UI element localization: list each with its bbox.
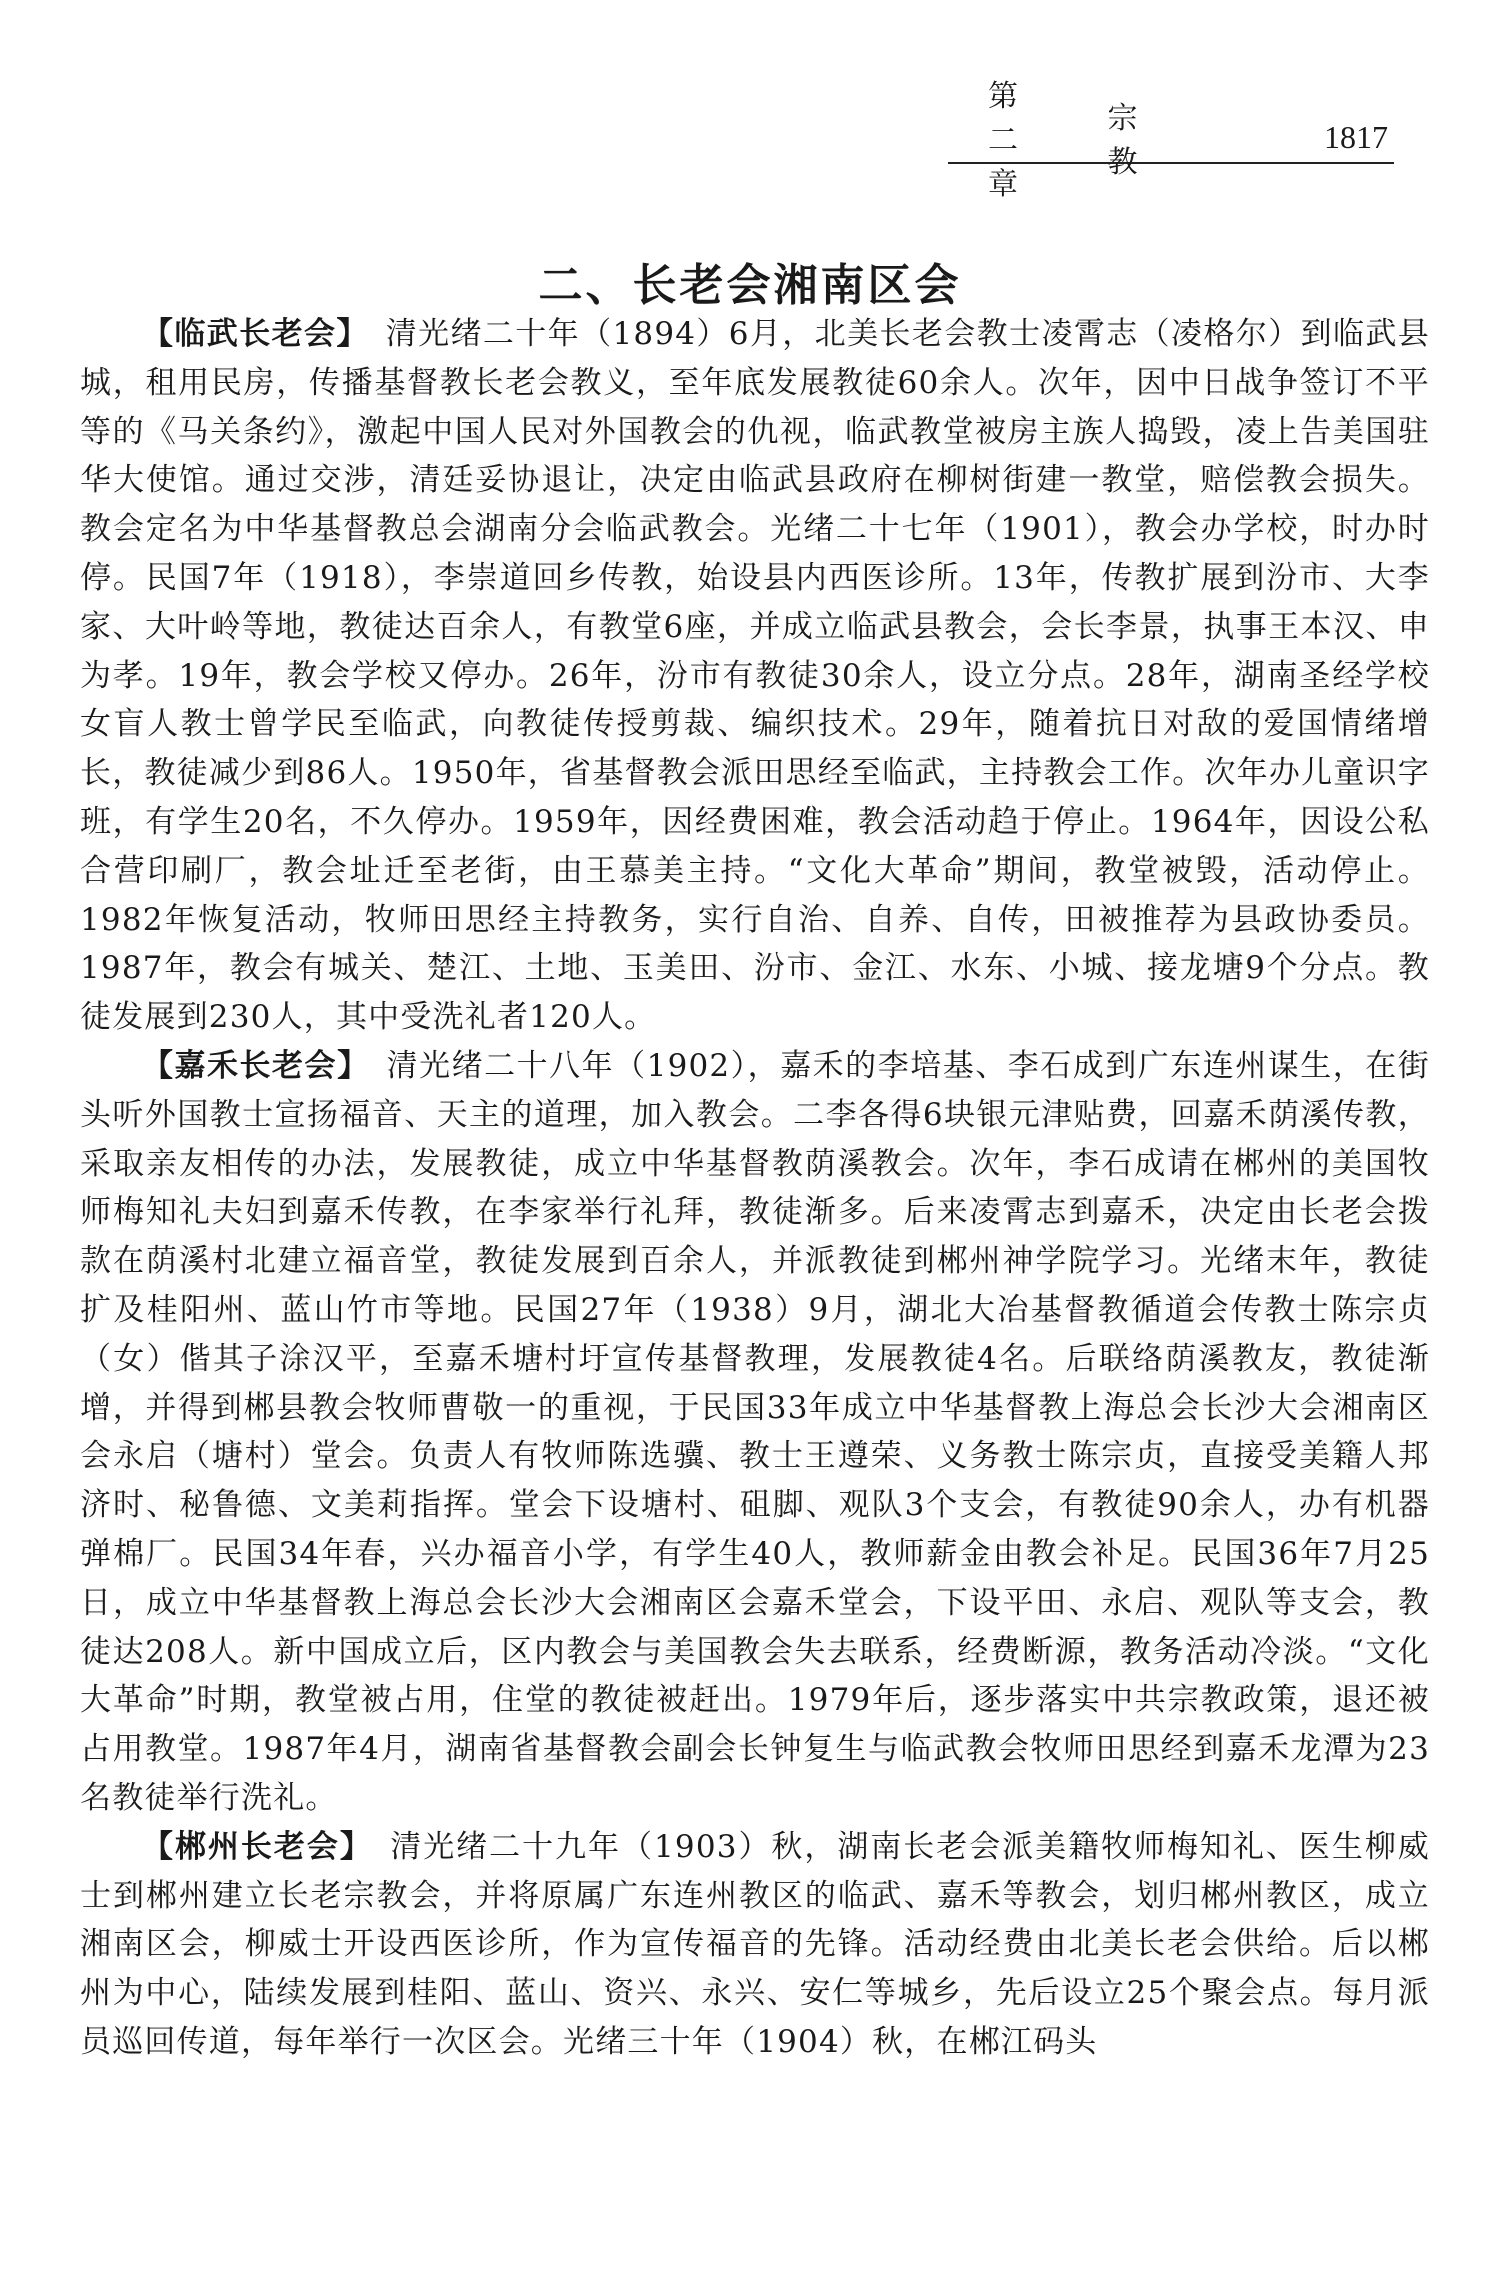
entry-paragraph-linwu	[80, 310, 1430, 1042]
entry-text: 清光绪二十八年（1902），嘉禾的李培基、李石成到广东连州谋生，在街头听外国教士宣扬福音、天主的道理，加入教会。二李各得6块银元津贴费，回嘉禾荫溪传教，采取亲友相传的办法，发展教徒，成立中华基督教荫溪教会。次年，李石成请在郴州的美国牧师梅知礼夫妇到嘉禾传教，在李家举行礼拜，教徒渐多。后来凌霄志到嘉禾，决定由长老会拨款在荫溪村北建立福音堂，教徒发展到百余人，并派教徒到郴州神学院学习。光绪末年，教徒扩及桂阳州、蓝山竹市等地。民国27年（1938）9月，湖北大冶基督教循道会传教士陈宗贞（女）偕其子涂汉平，至嘉禾塘村圩宣传基督教理，发展教徒4名。后联络荫溪教友，教徒渐增，并得到郴县教会牧师曹敬一的重视，于民国33年成立中华基督教上海总会长沙大会湘南区会永启（塘村）堂会。负责人有牧师陈选骥、教士王遵荣、义务教士陈宗贞，直接受美籍人邦济时、秘鲁德、文美莉指挥。堂会下设塘村、砠脚、观队3个支会，有教徒90余人，办有机器弹棉厂。民国34年春，兴办福音小学，有学生40人，教师薪金由教会补足。民国36年7月25日，成立中华基督教上海总会长沙大会湘南区会嘉禾堂会，下设平田、永启、观队等支会，教徒达208人。新中国成立后，区内教会与美国教会失去联系，经费断源，教务活动冷淡。“文化大革命”时期，教堂被占用，住堂的教徒被赶出。1979年后，逐步落实中共宗教政策，退还被占用教堂。1987年4月，湖南省基督教会副会长钟复生与临武教会牧师田思经到嘉禾龙潭为23名教徒举行洗礼。	[80, 1047, 1431, 1816]
entry-text: 清光绪二十年（1894）6月，北美长老会教士凌霄志（凌格尔）到临武县城，租用民房，传播基督教长老会教义，至年底发展教徒60余人。次年，因中日战争签订不平等的《马关条约》，激起中国人民对外国教会的仇视，临武教堂被房主族人捣毁，凌上告美国驻华大使馆。通过交涉，清廷妥协退让，决定由临武县政府在柳树街建一教堂，赔偿教会损失。教会定名为中华基督教总会湖南分会临武教会。光绪二十七年（1901），教会办学校，时办时停。民国7年（1918），李崇道回乡传教，始设县内西医诊所。13年，传教扩展到汾市、大李家、大叶岭等地，教徒达百余人，有教堂6座，并成立临武县教会，会长李景，执事王本汉、申为孝。19年，教会学校又停办。26年，汾市有教徒30余人，设立分点。28年，湖南圣经学校女盲人教士曾学民至临武，向教徒传授剪裁、编织技术。29年，随着抗日对敌的爱国情绪增长，教徒减少到86人。1950年，省基督教会派田思经至临武，主持教会工作。次年办儿童识字班，有学生20名，不久停办。1959年，因经费困难，教会活动趋于停止。1964年，因设公私合营印刷厂，教会址迁至老街，由王慕美主持。“文化大革命”期间，教堂被毁，活动停止。1982年恢复活动，牧师田思经主持教务，实行自治、自养、自传，田被推荐为县政协委员。1987年，教会有城关、楚江、土地、玉美田、汾市、金江、水东、小城、接龙塘9个分点。教徒发展到230人，其中受洗礼者120人。	[80, 316, 1431, 1036]
entry-heading: 【郴州长老会】	[142, 1828, 358, 1865]
entry-heading-label: 临武长老会	[174, 316, 337, 352]
entry-heading-label: 嘉禾长老会	[174, 1047, 338, 1084]
chapter-label: 第二章	[988, 79, 1022, 202]
page-number: 1817	[1324, 118, 1388, 155]
entry-heading: 【临武长老会】	[142, 316, 354, 352]
entry-heading: 【嘉禾长老会】	[142, 1047, 355, 1084]
entry-heading-label: 郴州长老会	[174, 1828, 340, 1865]
body-text	[80, 310, 1430, 2067]
section-title: 二、长老会湘南区会	[538, 260, 962, 312]
entry-text: 清光绪二十九年（1903）秋，湖南长老会派美籍牧师梅知礼、医生柳威士到郴州建立长老宗教会，并将原属广东连州教区的临武、嘉禾等教会，划归郴州教区，成立湘南区会，柳威士开设西医诊所，作为宣传福音的先锋。活动经费由北美长老会供给。后以郴州为中心，陆续发展到桂阳、蓝山、资兴、永兴、安仁等城乡，先后设立25个聚会点。每月派员巡回传道，每年举行一次区会。光绪三十年（1904）秋，在郴江码头	[80, 1828, 1430, 2060]
entry-paragraph-jiahe	[80, 1042, 1430, 1823]
running-header	[948, 79, 1394, 202]
entry-paragraph-chenzhou	[80, 1823, 1430, 2067]
chapter-topic: 宗 教	[1107, 101, 1224, 180]
